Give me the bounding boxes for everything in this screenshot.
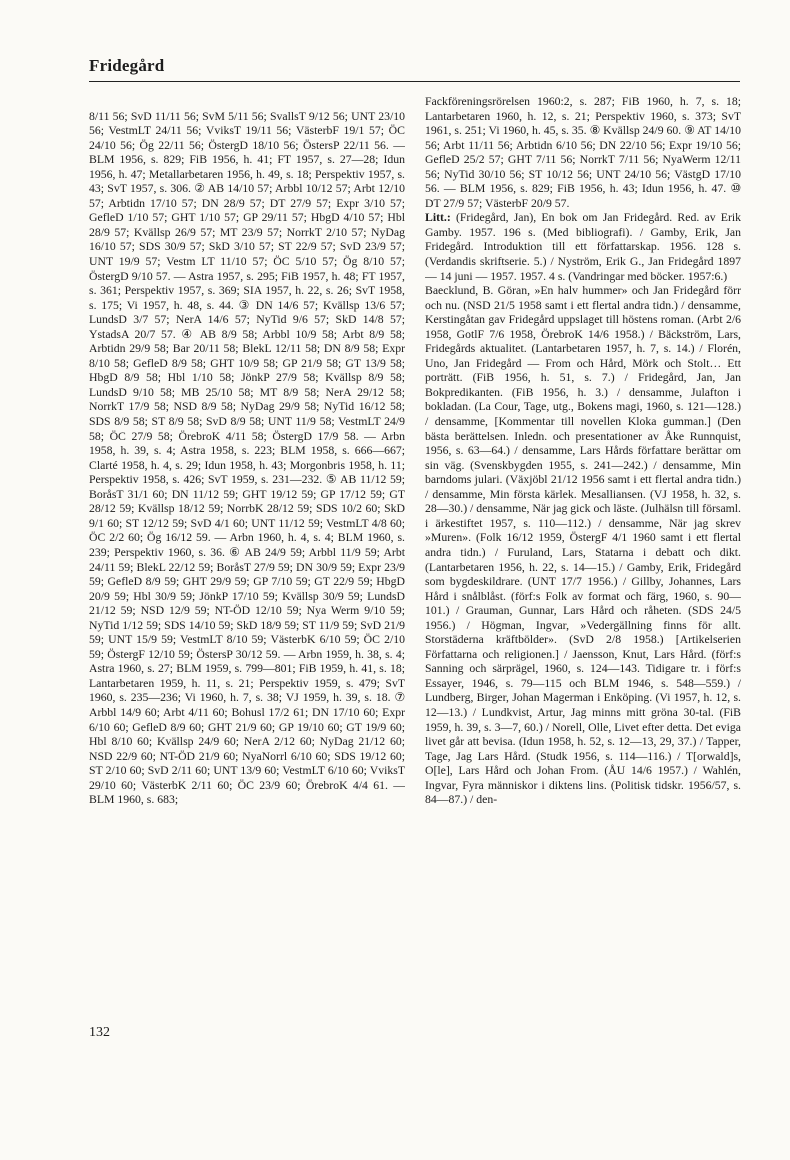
left-column-text: 8/11 56; SvD 11/11 56; SvM 5/11 56; SvallsT 9/12 56; UNT 23/10 56; VestmLT 24/11 56; VviksT 19/11 56; VästerbF 19/1 57; ÖC 24/10 56; Ög 22/11 56; ÖstergD 18/10 56; ÖstersP 22/11 56. — BLM 1956, s. 829; FiB 1956, h. 41; FT 1957, s. 27—28; Idun 1956, h. 47; Metallarbetaren 1956, h. 49, s. 18; Perspektiv 1957, s. 43; SvT 1957, s. 306. ② AB 14/10 57; Arbbl 10/12 57; Arbt 12/10 57; Arbtidn 17/10 57; DN 28/9 57; DT 27/9 57; Expr 3/10 57; GefleD 1/10 57; GHT 1/10 57; GP 29/11 57; HbgD 4/10 57; Hbl 28/9 57; Kvällsp 26/9 57; MT 23/9 57; NorrkT 2/10 57; NyDag 16/10 57; SDS 30/9 57; SkD 3/10 57; ST 22/9 57; SvD 23/9 57; UNT 19/9 57; Vestm LT 11/10 57; ÖC 5/10 57; Ög 8/10 57; ÖstergD 9/10 57. — Astra 1957, s. 295; FiB 1957, h. 48; FT 1957, s. 361; Perspektiv 1957, s. 369; SIA 1957, h. 22, s. 26; SvT 1958, s. 175; Vi 1957, h. 48, s. 44. ③ DN 14/6 57; Kvällsp 13/6 57; LundsD 3/7 57; NerA 14/6 57; NyTid 9/6 57; SkD 14/8 57; YstadsA 20/7 57. ④ AB 8/9 58; Arbbl 10/9 58; Arbt 8/9 58; Arbtidn 29/9 58; Bar 20/11 58; BlekL 12/11 58; DN 8/9 58; Expr 8/10 58; GefleD 8/9 58; GHT 10/9 58; GP 21/9 58; GT 13/9 58; HbgD 8/9 58; Hbl 1/10 58; JönkP 27/9 58; Kvällsp 8/9 58; LundsD 9/10 58; MB 25/10 58; MT 8/9 58; NerA 29/12 58; NorrkT 17/9 58; NSD 8/9 58; NyDag 29/9 58; NyTid 16/12 58; SDS 8/9 58; ST 8/9 58; SvD 8/9 58; UNT 11/9 58; VestmLT 24/9 58; ÖC 27/9 58; ÖrebroK 4/11 58; ÖstergD 17/9 58. — Arbn 1958, h. 39, s. 4; Astra 1958, s. 223; BLM 1958, s. 666—667; Clarté 1958, h. 4, s. 29; Idun 1958, h. 43; Morgonbris 1958, h. 11; Perspektiv 1958, s. 426; SvT 1959, s. 231—232. ⑤ AB 11/12 59; BoråsT 31/1 60; DN 11/12 59; GHT 19/12 59; GP 17/12 59; GT 28/12 59; Kvällsp 18/12 59; NorrbK 28/12 59; SDS 10/2 60; SkD 9/1 60; ST 12/12 59; SvD 4/1 60; UNT 11/12 59; VestmLT 4/8 60; ÖC 2/2 60; Ög 16/12 59. — Arbn 1960, h. 4, s. 4; BLM 1960, s. 239; Perspektiv 1960, s. 36. ⑥ AB 24/9 59; Arbbl 11/9 59; Arbt 24/11 59; BlekL 22/12 59; BoråsT 27/9 59; DN 30/9 59; Expr 23/9 59; GefleD 8/9 59; GHT 29/9 59; GP 7/10 59; GT 22/9 59; HbgD 20/9 59; Hbl 30/9 59; JönkP 17/10 59; Kvällsp 30/9 59; LundsD 21/12 59; NSD 12/9 59; NT-ÖD 12/10 59; Nya Werm 9/10 59; NyTid 1/12 59; SDS 14/10 59; SkD 18/9 59; ST 11/9 59; SvD 21/9 59; UNT 15/9 59; VestmLT 8/10 59; VästerbK 6/10 59; ÖC 2/10 59; ÖstergF 12/10 59; ÖstersP 30/12 59. — Arbn 1959, h. 38, s. 4; Astra 1960, s. 27; BLM 1959, s. 799—801; FiB 1959, h. 41, s. 18; Lantarbetaren 1959, h. 11, s. 21; Perspektiv 1959, s. 479; SvT 1960, s. 235—236; Vi 1960, h. 7, s. 38; VJ 1959, h. 39, s. 18. ⑦ Arbbl 14/9 60; Arbt 4/11 60; Bohusl 17/2 61; DN 17/10 60; Expr 6/10 60; GefleD 8/9 60; GHT 21/9 60; GP 19/10 60; GT 19/9 60; Hbl 8/10 60; Kvällsp 24/9 60; NerA 2/12 60; NyDag 21/12 60; NSD 22/9 60; NT-ÖD 21/9 60; NyaNorrl 6/10 60; SDS 19/12 60; ST 2/10 60; SvD 2/11 60; UNT 13/9 60; VestmLT 6/10 60; VviksT 29/10 60; VästerbK 2/11 60; ÖC 23/9 60; ÖrebroK 4/4 61. — BLM 1960, s. 683; — [89, 109, 405, 807]
right-column-intro: Fackföreningsrörelsen 1960:2, s. 287; FiB 1960, h. 7, s. 18; Lantarbetaren 1960, h. 12, s. 21; Perspektiv 1960, s. 373; SvT 1961, s. 251; Vi 1960, h. 45, s. 35. ⑧ Kvällsp 24/9 60. ⑨ AT 14/10 56; Arbt 11/11 56; Arbtidn 6/10 56; DN 22/10 56; Expr 19/10 56; GefleD 25/2 57; GHT 7/11 56; NorrkT 7/11 56; NyaWerm 12/11 56; NyTid 30/10 56; ST 10/12 56; UNT 24/10 56; VästgD 17/10 56. — BLM 1956, s. 829; FiB 1956, h. 43; Idun 1956, h. 47. ⑩ DT 27/9 57; VästerbF 20/9 57. — [425, 95, 741, 210]
left-column — [89, 95, 405, 1015]
page-number: 132 — [89, 1025, 110, 1040]
header-rule — [89, 81, 740, 82]
litteratur-text: (Fridegård, Jan), En bok om Jan Fridegård. Red. av Erik Gamby. 1957. 196 s. (Med bibliografi). / Gamby, Erik, Jan Fridegård. Introduktion till ett författarskap. 1956. 128 s. (Verdandis skriftserie. 5.) / Nyström, Erik G., Jan Fridegård 1897 — 14 juni — 1957. 1957. 4 s. (Vandringar med böcker. 1957:6.) Baecklund, B. Göran, »En halv hummer» och Jan Fridegård förr och nu. (NSD 21/5 1958 samt i ett flertal andra tidn.) / densamme, Kerstingåtan gav Fridegård uppslaget till höstens roman. (Arbt 2/6 1958, GotlF 7/6 1958, ÖrebroK 14/6 1958.) / Bäckström, Lars, Fridegårds aktualitet. (Lantarbetaren 1957, h. 7, s. 14.) / Florén, Uno, Jan Fridegård — From och Hård, Mörk och Stolt… Ett porträtt. (FiB 1956, h. 51, s. 7.) / Fridegård, Jan, Jan Bokpredikanten. (FiB 1956, h. 3.) / densamme, Julafton i bokladan. (La Cour, Tage, utg., Bokens magi, 1960, s. 121—128.) / densamme, [Kommentar till novellen Kloka gumman.] (Den bästa berättelsen. Inledn. och presentationer av Åke Runnquist, 1956, s. 63—64.) / densamme, Lars Hårds författare berättar om sin väg. (Svenskbygden 1955, s. 241—242.) / densamme, Min barndoms julari. (Växjöbl 21/12 1956 samt i ett flertal andra tidn.) / densamme, Min första kärlek. Mesalliansen. (VJ 1958, h. 32, s. 28—30.) / densamme, När jag gick och läste. (Julhälsn till församl. i ärkestiftet 1957, s. 110—112.) / densamme, När jag skrev »Muren». (Folk 16/12 1959, ÖstergF 4/1 1960 samt i ett flertal andra tidn.) / Furuland, Lars, Statarna i debatt och dikt. (Lantarbetaren 1956, h. 22, s. 14—15.) / Gamby, Erik, Fridegård som bygdeskildrare. (UNT 17/7 1956.) / Gillby, Johannes, Lars Hård i snålblåst. (förf:s Folk av format och färg, 1960, s. 90—101.) / Grauman, Gunnar, Lars Hård och råheten. (SDS 24/5 1956.) / Högman, Ingvar, »Vedergällning finns för allt. Storstäderna kräftbölder». (SvD 2/8 1958.) [Artikelserien Författarna och religionen.] / Jaensson, Knut, Lars Hård. (förf:s Sanning och särprägel, 1960, s. 124—143. Tidigare tr. i förf:s Essayer, 1946, s. 79—115 och BLM 1946, s. 548—559.) / Lundberg, Birger, Johan Magerman i Enköping. (Vi 1957, h. 12, s. 12—13.) / Lundkvist, Artur, Jag minns mitt gröna 30-tal. (FiB 1959, h. 39, s. 3—7, 60.) / Norell, Olle, Livet efter detta. Det eviga livet går att bevisa. (Idun 1958, h. 52, s. 12—13, 29, 37.) / Tapper, Tage, Jag Lars Hård. (Studk 1956, s. 114—116.) / T[orwald]s, O[le], Lars Hård och Johan From. (ÅU 14/6 1957.) / Wahlén, Ingvar, Fyra människor i diktens lins. (Politisk tidskr. 1956/57, s. 84—87.) / den- — [425, 211, 741, 807]
litteratur-label: Litt.: — [425, 211, 451, 225]
litteratur-section — [425, 211, 741, 807]
right-column — [425, 95, 741, 1015]
page-header: Fridegård — [89, 56, 165, 75]
